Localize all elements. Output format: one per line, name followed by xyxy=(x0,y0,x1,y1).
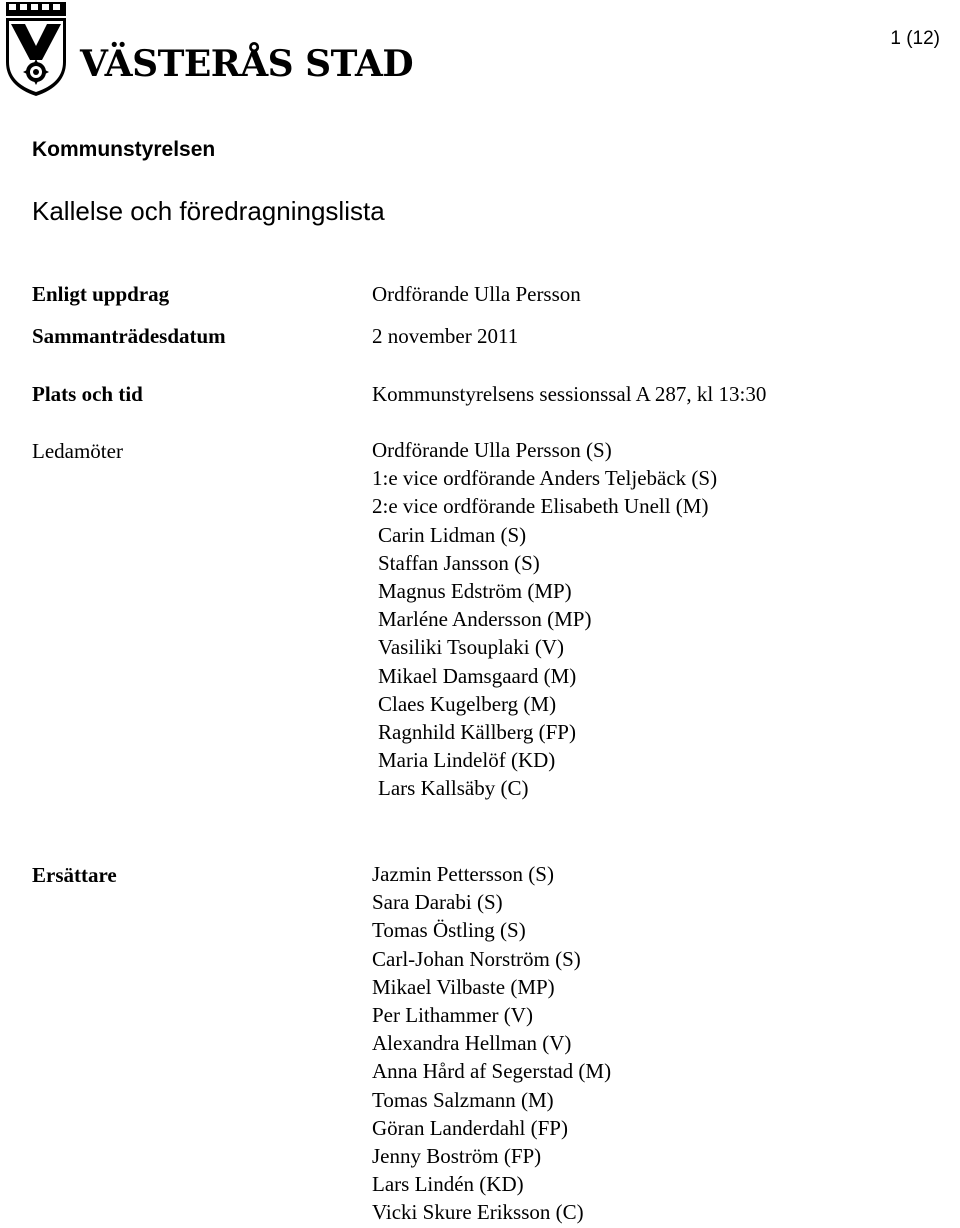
member-item: Magnus Edström (MP) xyxy=(378,578,572,603)
vasteras-logo xyxy=(0,0,414,100)
organization-heading: Kommunstyrelsen xyxy=(32,138,216,161)
logo-wordmark: VÄSTERÅS STAD xyxy=(80,43,414,85)
substitute-item: Göran Landerdahl (FP) xyxy=(372,1115,568,1140)
substitute-item: Jazmin Pettersson (S) xyxy=(372,862,554,886)
substitute-item: Mikael Vilbaste (MP) xyxy=(372,974,555,999)
member-item: Carin Lidman (S) xyxy=(378,522,527,547)
substitute-item: Sara Darabi (S) xyxy=(372,890,503,915)
member-item: Lars Kallsäby (C) xyxy=(378,776,529,801)
meeting-date-value: 2 november 2011 xyxy=(372,324,519,348)
page-number: 1 (12) xyxy=(890,28,940,49)
document-title: Kallelse och föredragningslista xyxy=(32,196,385,226)
substitute-item: Tomas Östling (S) xyxy=(372,918,526,943)
members-label: Ledamöter xyxy=(32,439,123,463)
member-item: Mikael Damsgaard (M) xyxy=(378,663,577,688)
substitute-item: Anna Hård af Segerstad (M) xyxy=(372,1059,612,1084)
member-item: Ragnhild Källberg (FP) xyxy=(378,719,576,744)
member-item: Staffan Jansson (S) xyxy=(378,550,540,575)
substitutes-list xyxy=(372,860,611,1226)
meeting-date-label: Sammanträdesdatum xyxy=(32,324,226,348)
member-item: Maria Lindelöf (KD) xyxy=(378,748,556,773)
member-item: Vasiliki Tsouplaki (V) xyxy=(378,635,564,660)
member-item: Ordförande Ulla Persson (S) xyxy=(372,438,612,462)
substitutes-label: Ersättare xyxy=(32,863,117,887)
substitute-item: Tomas Salzmann (M) xyxy=(372,1087,554,1112)
members-list xyxy=(372,436,717,802)
assignment-value: Ordförande Ulla Persson xyxy=(372,282,581,306)
member-item: Claes Kugelberg (M) xyxy=(378,691,557,716)
substitute-item: Vicki Skure Eriksson (C) xyxy=(372,1200,584,1225)
substitute-item: Carl-Johan Norström (S) xyxy=(372,946,581,971)
substitute-item: Lars Lindén (KD) xyxy=(372,1172,524,1197)
substitute-item: Per Lithammer (V) xyxy=(372,1002,533,1027)
assignment-label: Enligt uppdrag xyxy=(32,282,170,306)
member-item: Marléne Andersson (MP) xyxy=(378,607,592,632)
place-time-label: Plats och tid xyxy=(32,382,143,406)
member-item: 1:e vice ordförande Anders Teljebäck (S) xyxy=(372,466,718,491)
substitute-item: Alexandra Hellman (V) xyxy=(372,1031,572,1056)
member-item: 2:e vice ordförande Elisabeth Unell (M) xyxy=(372,494,709,519)
substitute-item: Jenny Boström (FP) xyxy=(372,1143,542,1168)
city-crest-icon xyxy=(0,0,72,100)
place-time-value: Kommunstyrelsens sessionssal A 287, kl 13:30 xyxy=(372,382,767,406)
